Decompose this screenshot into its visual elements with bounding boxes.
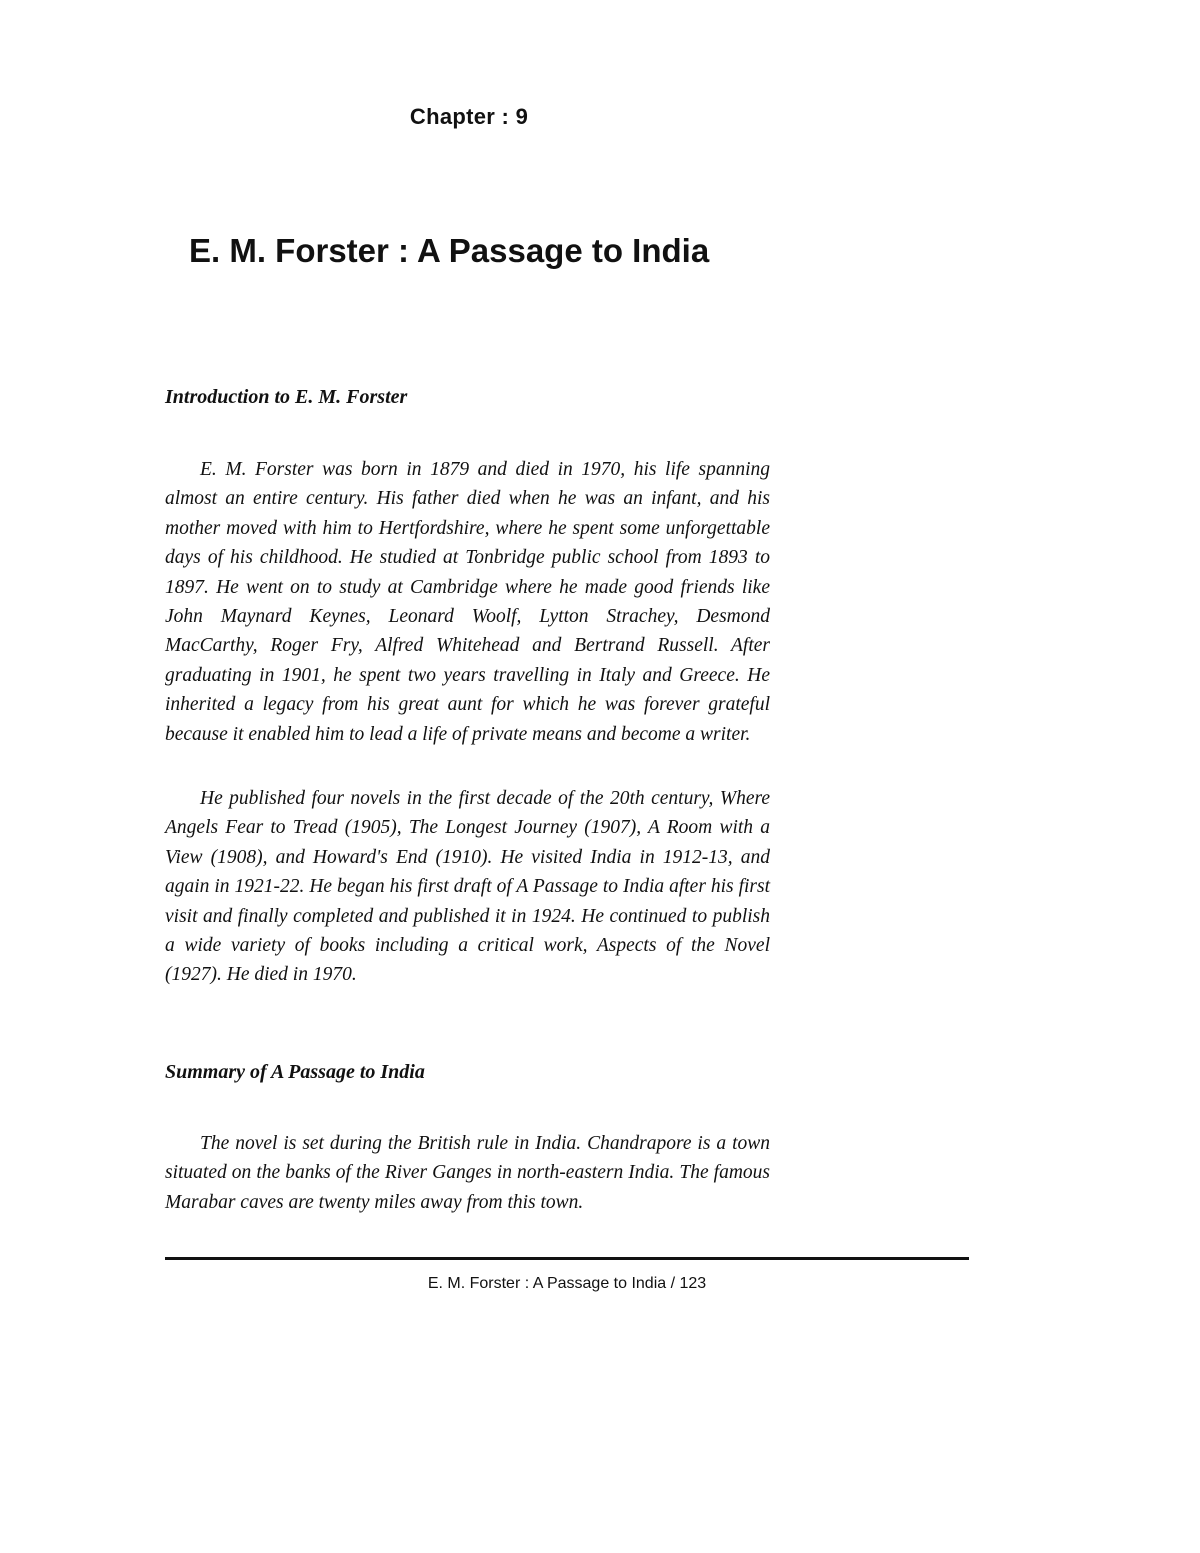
section-heading-summary: Summary of A Passage to India [165, 1061, 425, 1083]
section-heading-introduction: Introduction to E. M. Forster [165, 386, 408, 408]
page-title: E. M. Forster : A Passage to India [189, 232, 710, 269]
page-footer: E. M. Forster : A Passage to India / 123 [427, 1275, 707, 1292]
chapter-label: Chapter : 9 [409, 104, 529, 129]
paragraph-introduction-2: He published four novels in the first decade of the 20th century, Where Angels Fear to Tread (1905), The Longest Journey (1907), A Room with a View (1908), and Howard's End (1910). He visited India in 1912-13, and again in 1921-22. He began his first draft of A Passage to India after his first visit and finally completed and published it in 1924. He continued to publish a wide variety of books including a critical work, Aspects of the Novel (1927). He died in 1970. [165, 788, 770, 986]
paragraph-introduction-1: E. M. Forster was born in 1879 and died in 1970, his life spanning almost an entire century. His father died when he was an infant, and his mother moved with him to Hertfordshire, where he spent some unforgettable days of his childhood. He studied at Tonbridge public school from 1893 to 1897. He went on to study at Cambridge where he made good friends like John Maynard Keynes, Leonard Woolf, Lytton Strachey, Desmond MacCarthy, Roger Fry, Alfred Whitehead and Bertrand Russell. After graduating in 1901, he spent two years travelling in Italy and Greece. He inherited a legacy from his great aunt for which he was forever grateful because it enabled him to lead a life of private means and become a writer. [165, 459, 770, 745]
footer-divider [165, 1257, 969, 1260]
paragraph-summary-1: The novel is set during the British rule in India. Chandrapore is a town situated on the banks of the River Ganges in north-eastern India. The famous Marabar caves are twenty miles away from this town. [165, 1133, 770, 1213]
